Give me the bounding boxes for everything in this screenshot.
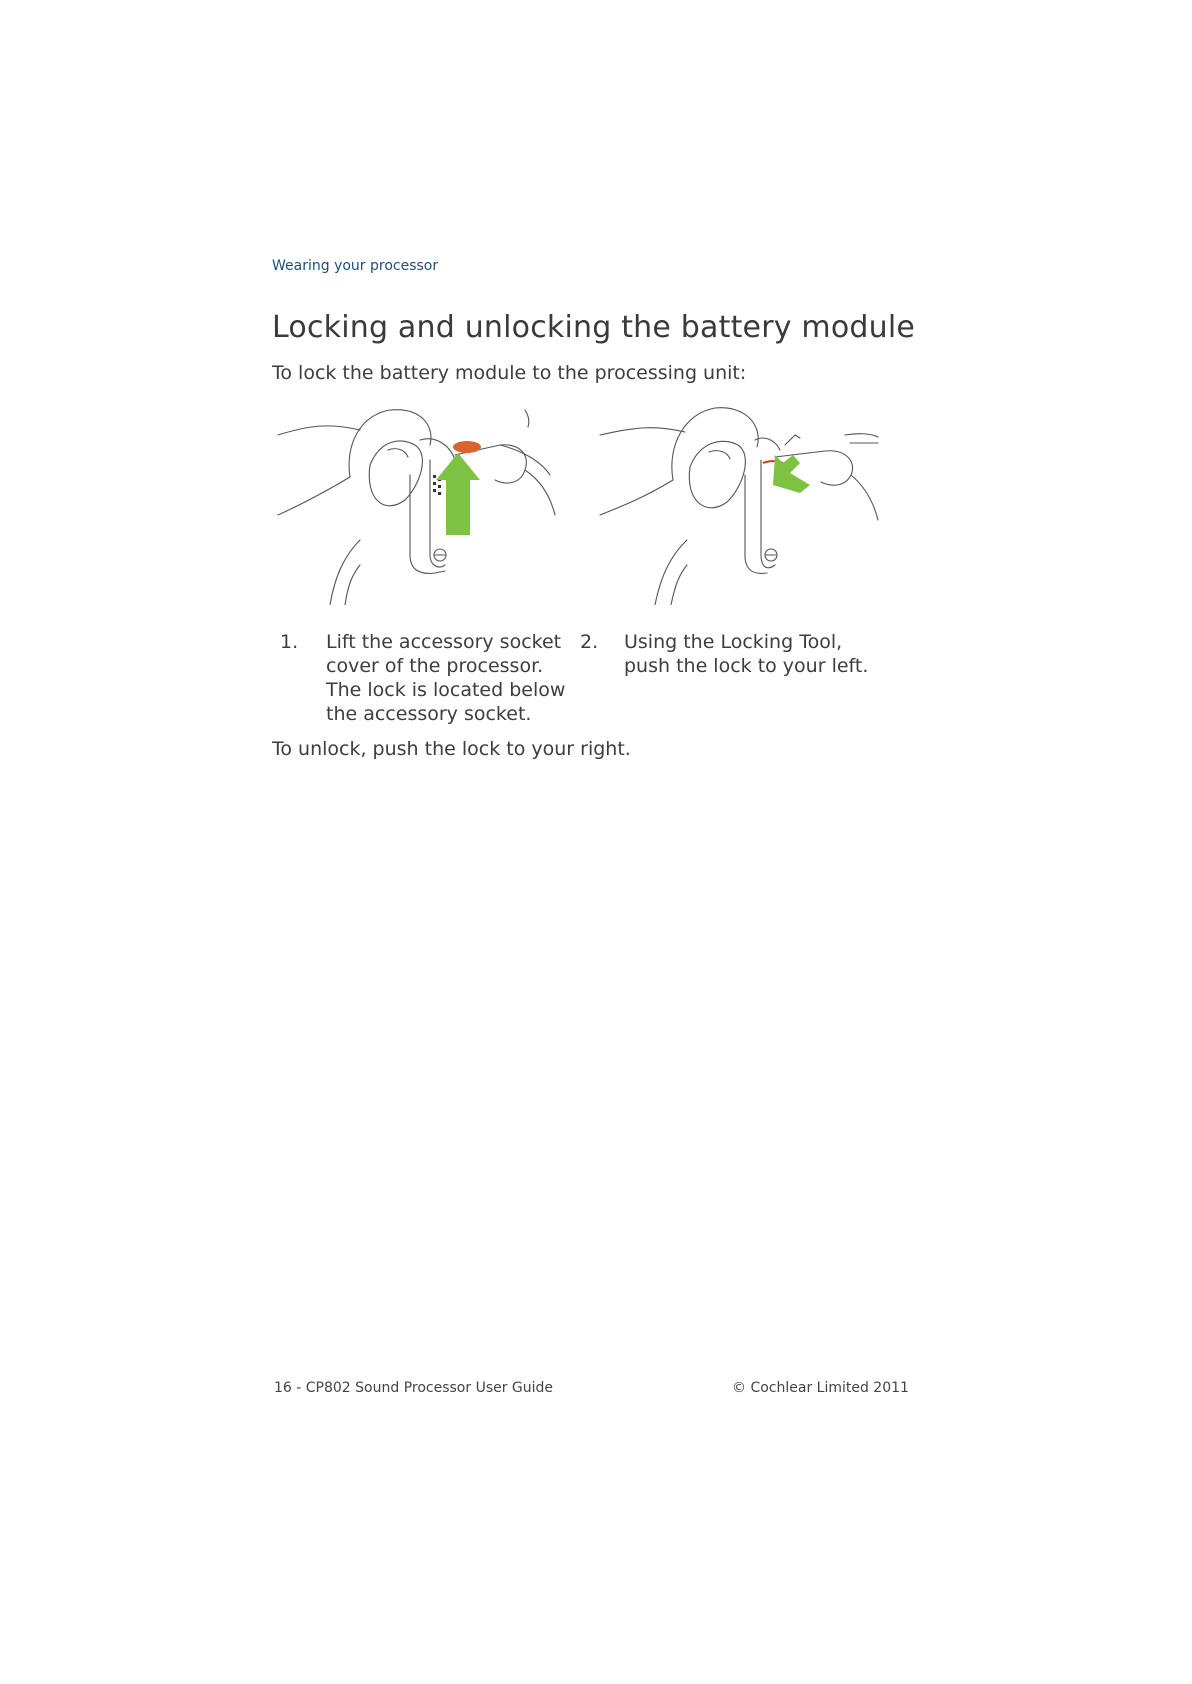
hand-using-locking-tool-illustration [595,405,880,605]
intro-text: To lock the battery module to the processing unit: [272,362,747,384]
unlock-note: To unlock, push the lock to your right. [272,738,631,760]
hand-lifting-socket-cover-illustration [270,405,560,605]
footer-copyright: © Cochlear Limited 2011 [732,1380,909,1396]
step-number: 2. [580,631,599,653]
step-text: Using the Locking Tool, push the lock to your left. [624,631,869,677]
section-label: Wearing your processor [272,258,439,274]
page-title: Locking and unlocking the battery module [272,310,916,345]
step-text: Lift the accessory socket cover of the processor. The lock is located below the accessory socket. [326,631,566,725]
footer-page-info: 16 - CP802 Sound Processor User Guide [274,1380,554,1396]
step-number: 1. [280,631,299,653]
